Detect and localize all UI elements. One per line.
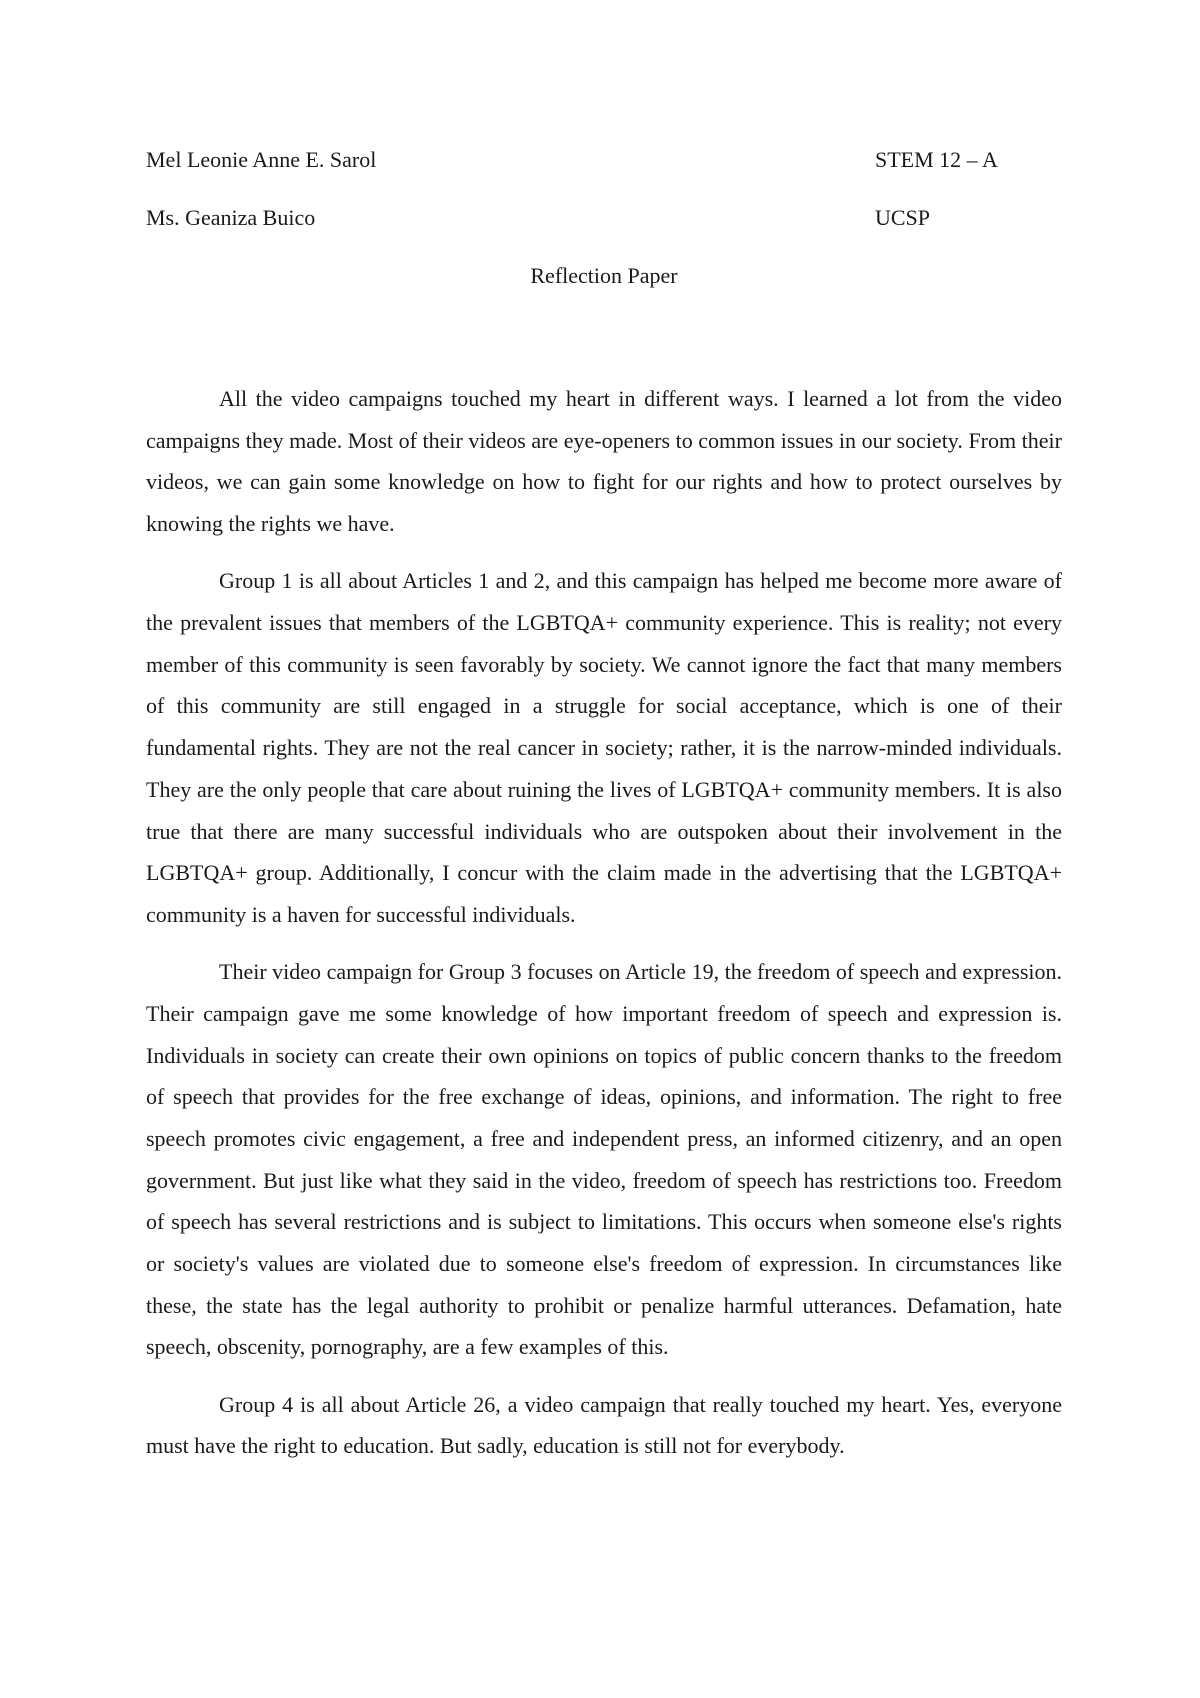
teacher-name: Ms. Geaniza Buico (146, 205, 316, 230)
section-label: STEM 12 – A (875, 147, 998, 172)
document-body (146, 378, 1062, 1467)
subject-label: UCSP (875, 205, 931, 230)
student-name: Mel Leonie Anne E. Sarol (146, 147, 377, 172)
page-title: Reflection Paper (530, 263, 678, 288)
paragraph-group-4: Group 4 is all about Article 26, a video campaign that really touched my heart. Yes, everyone must have the right to education. But sadly, education is still not for everybody. (146, 1391, 1062, 1459)
paragraph-group-3: Their video campaign for Group 3 focuses on Article 19, the freedom of speech and expression. Their campaign gave me some knowledge of how important freedom of speech and expression is. Individuals in society can create their own opinions on topics of public concern thanks to the freedom of speech that provides for the free exchange of ideas, opinions, and information. The right to free speech promotes civic engagement, a free and independent press, an informed citizenry, and an open government. But just like what they said in the video, freedom of speech has restrictions too. Freedom of speech has several restrictions and is subject to limitations. This occurs when someone else's rights or society's values are violated due to someone else's freedom of expression. In circumstances like these, the state has the legal authority to prohibit or penalize harmful utterances. Defamation, hate speech, obscenity, pornography, are a few examples of this. (146, 959, 1062, 1360)
paragraph-intro: All the video campaigns touched my heart in different ways. I learned a lot from the video campaigns they made. Most of their videos are eye-openers to common issues in our society. From their videos, we can gain some knowledge on how to fight for our rights and how to protect ourselves by knowing the rights we have. (146, 386, 1062, 537)
paragraph-group-1: Group 1 is all about Articles 1 and 2, and this campaign has helped me become more aware of the prevalent issues that members of the LGBTQA+ community experience. This is reality; not every member of this community is seen favorably by society. We cannot ignore the fact that many members of this community are still engaged in a struggle for social acceptance, which is one of their fundamental rights. They are not the real cancer in society; rather, it is the narrow-minded individuals. They are the only people that care about ruining the lives of LGBTQA+ community members. It is also true that there are many successful individuals who are outspoken about their involvement in the LGBTQA+ group. Additionally, I concur with the claim made in the advertising that the LGBTQA+ community is a haven for successful individuals. (146, 568, 1062, 927)
